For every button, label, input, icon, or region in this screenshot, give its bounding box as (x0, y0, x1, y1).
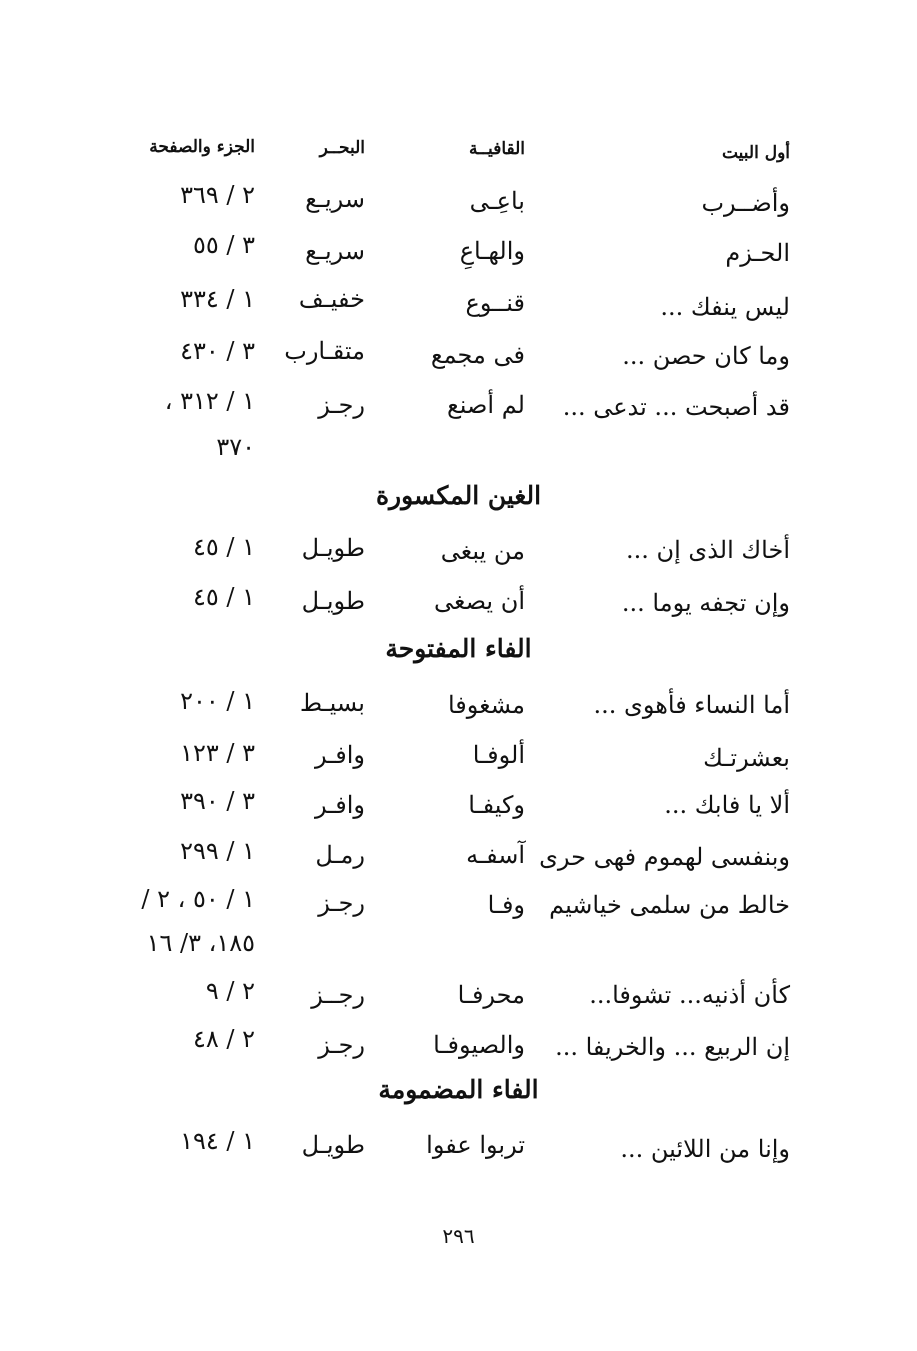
verse-first-line: قد أصبحت ... تدعى ... (562, 393, 790, 421)
verse-rhyme: محرفـا (457, 981, 525, 1009)
verse-reference: ١ / ٢٠٠ (180, 687, 255, 715)
verse-reference: ١ / ٤٥ (192, 583, 255, 611)
page-number: ٢٩٦ (442, 1224, 475, 1248)
verse-reference: ٣ / ٤٣٠ (180, 337, 255, 365)
header-volume-page: الجزء والصفحة (149, 137, 255, 157)
verse-first-line: وأضــرب (701, 189, 790, 217)
verse-first-line: أخاك الذى إن ... (625, 536, 790, 564)
verse-rhyme: قنــوع (465, 289, 525, 317)
verse-first-line: ليس ينفك ... (660, 293, 790, 321)
verse-meter: وافـر (314, 791, 365, 819)
verse-rhyme: والصيوفـا (433, 1031, 525, 1059)
section-heading: الفاء المفتوحة (385, 634, 532, 663)
verse-rhyme: وكيفـا (468, 791, 525, 819)
section-heading: الفاء المضمومة (378, 1075, 539, 1104)
verse-reference: ٣ / ١٢٣ (180, 739, 255, 767)
verse-first-line: خالط من سلمى خياشيم (549, 891, 790, 919)
verse-rhyme: من يبغى (440, 537, 525, 565)
verse-meter: رجـز (318, 1031, 365, 1059)
verse-reference: ٢ / ٩ (205, 977, 255, 1005)
verse-meter: طويـل (301, 1131, 365, 1159)
verse-first-line: ألا يا فابك ... (664, 791, 790, 819)
verse-rhyme: والهـاعِ (459, 237, 525, 265)
verse-meter: خفيـف (298, 285, 365, 313)
verse-reference: ١ / ٥٠ ، ٢ / (141, 885, 255, 913)
verse-reference: ١ / ١٩٤ (180, 1127, 255, 1155)
header-meter: البحــر (319, 138, 365, 158)
verse-meter: رجــز (311, 981, 365, 1009)
verse-first-line: وما كان حصن ... (622, 342, 790, 370)
verse-first-line: الحـزم (725, 239, 790, 267)
verse-reference: ٣ / ٣٩٠ (180, 787, 255, 815)
verse-reference: ٣ / ٥٥ (192, 231, 255, 259)
verse-meter: رمـل (315, 841, 365, 869)
verse-rhyme: باعِـى (469, 187, 525, 215)
header-first-line: أول البيت (721, 143, 790, 163)
verse-meter: طويـل (301, 587, 365, 615)
verse-rhyme: ألوفـا (472, 741, 525, 769)
verse-first-line: وإن تجفه يوما ... (621, 589, 790, 617)
verse-meter: رجـز (318, 889, 365, 917)
verse-first-line: إن الربيع ... والخريفا ... (555, 1033, 790, 1061)
verse-rhyme: فى مجمع (430, 341, 525, 369)
section-heading: الغين المكسورة (375, 481, 542, 510)
verse-meter: بسيـط (299, 689, 365, 717)
verse-rhyme: تربوا عفوا (426, 1131, 525, 1159)
verse-meter: متقـارب (284, 337, 365, 365)
verse-meter: سريـع (305, 185, 365, 213)
verse-reference: ١ / ٢٩٩ (180, 837, 255, 865)
verse-reference-continued: ١٨٥، ٣/ ١٦ (146, 929, 255, 957)
verse-reference: ٢ / ٣٦٩ (180, 181, 255, 209)
verse-first-line: أما النساء فأهوى ... (593, 691, 790, 719)
verse-first-line: كأن أذنيه... تشوفا... (589, 981, 790, 1009)
verse-meter: سريـع (305, 237, 365, 265)
verse-rhyme: وفـا (487, 891, 525, 919)
verse-first-line: وبنفسى لهموم فهى حرى (539, 843, 790, 871)
verse-reference: ١ / ٣١٢ ، (164, 387, 255, 415)
verse-rhyme: لم أصنع (447, 391, 525, 419)
verse-first-line: وإنا من اللائين ... (620, 1135, 790, 1163)
verse-reference: ١ / ٤٥ (192, 533, 255, 561)
verse-meter: وافـر (314, 741, 365, 769)
header-rhyme: القافيــة (468, 139, 525, 159)
verse-reference: ١ / ٣٣٤ (180, 285, 255, 313)
verse-reference: ٢ / ٤٨ (192, 1025, 255, 1053)
verse-rhyme: آسفـه (466, 841, 525, 869)
verse-reference-continued: ٣٧٠ (216, 433, 255, 461)
verse-meter: رجـز (318, 391, 365, 419)
verse-meter: طويـل (301, 534, 365, 562)
verse-first-line: بعشرتـك (703, 744, 790, 772)
verse-rhyme: مشغوفا (447, 691, 525, 719)
verse-rhyme: أن يصغى (434, 587, 525, 615)
